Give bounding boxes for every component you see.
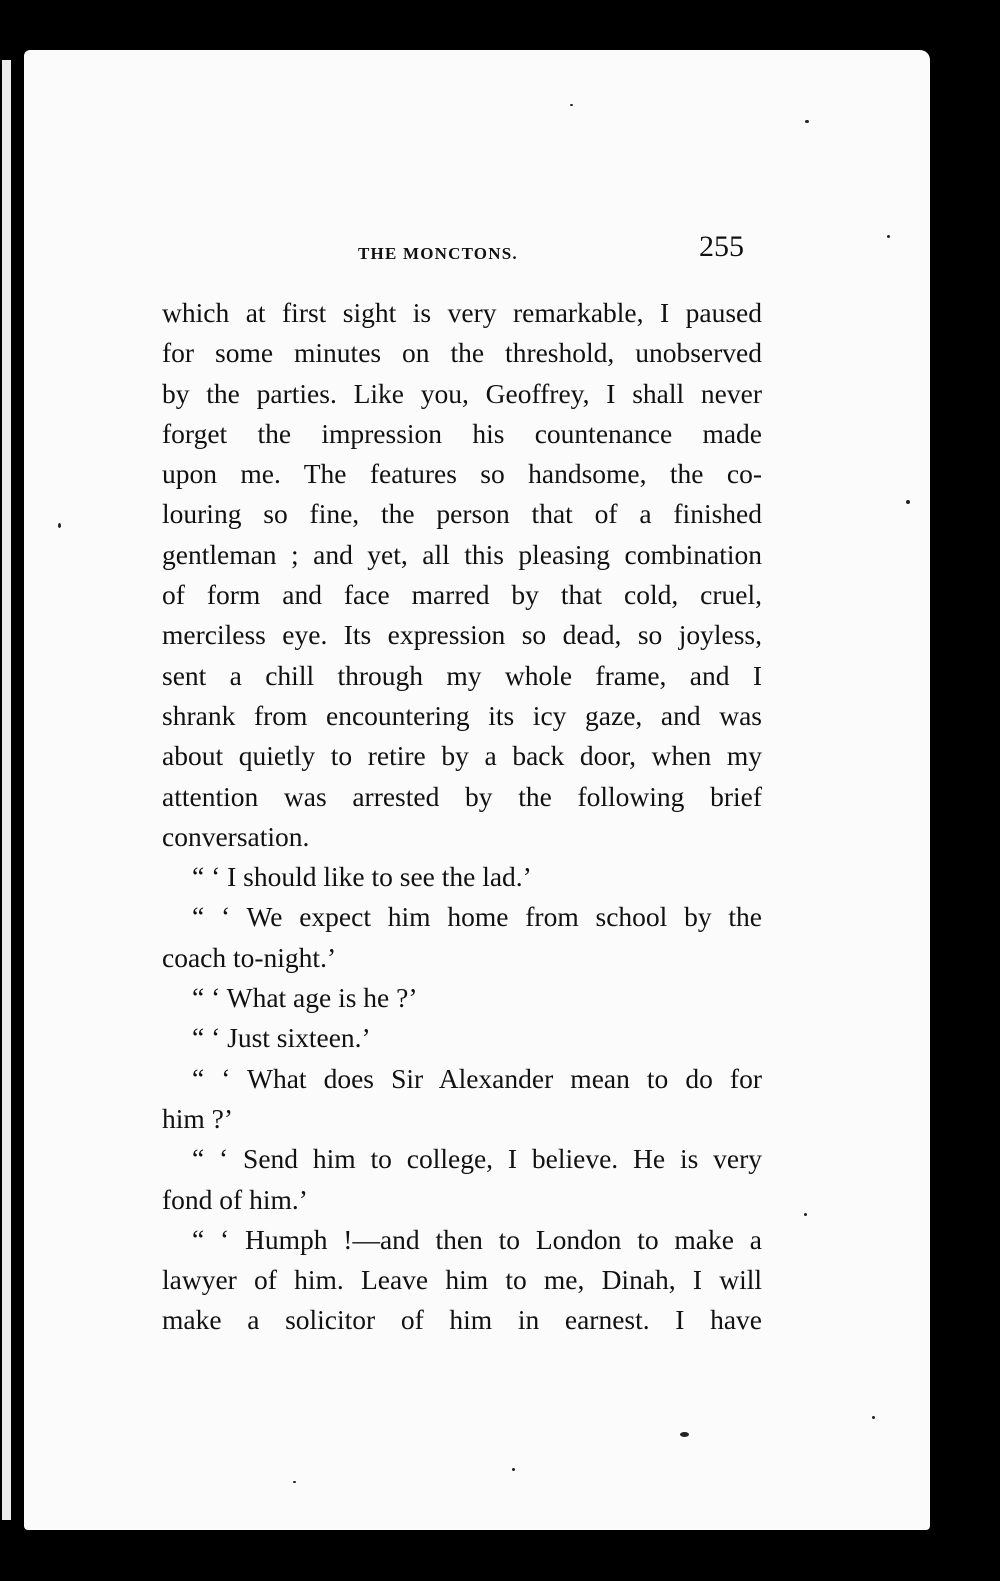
scan-speck bbox=[805, 120, 809, 123]
scan-speck bbox=[906, 500, 910, 504]
text-line: conversation. bbox=[162, 820, 310, 852]
text-line: make a solicitor of him in earnest. I have bbox=[162, 1304, 762, 1336]
text-line: lawyer of him. Leave him to me, Dinah, I will bbox=[162, 1264, 762, 1296]
text-line: fond of him.’ bbox=[162, 1183, 308, 1215]
text-line: attention was arrested by the following brief bbox=[162, 780, 762, 812]
scan-speck bbox=[570, 104, 573, 106]
page-number: 255 bbox=[699, 230, 744, 263]
scan-speck bbox=[512, 1468, 515, 1471]
text-line: about quietly to retire by a back door, when my bbox=[162, 740, 762, 772]
text-line: which at first sight is very remarkable, I paused bbox=[162, 297, 762, 328]
text-line: “ ‘ Humph !—and then to London to make a bbox=[192, 1223, 762, 1255]
text-line: gentleman ; and yet, all this pleasing combination bbox=[162, 538, 762, 570]
scan-speck bbox=[680, 1432, 689, 1437]
text-line: “ ‘ We expect him home from school by the bbox=[192, 901, 762, 933]
text-line: shrank from encountering its icy gaze, and was bbox=[162, 699, 762, 731]
text-line: by the parties. Like you, Geoffrey, I shall never bbox=[162, 377, 762, 409]
page-header bbox=[150, 228, 750, 278]
text-line: for some minutes on the threshold, unobserved bbox=[162, 337, 762, 369]
text-line: “ ‘ What does Sir Alexander mean to do for bbox=[192, 1062, 762, 1094]
text-line: sent a chill through my whole frame, and I bbox=[162, 659, 762, 691]
scan-speck bbox=[293, 1481, 296, 1483]
running-title: THE MONCTONS. bbox=[358, 244, 518, 263]
text-line: “ ‘ Send him to college, I believe. He is very bbox=[192, 1143, 762, 1175]
text-line: “ ‘ I should like to see the lad.’ bbox=[192, 861, 532, 893]
body-text bbox=[162, 293, 762, 1341]
text-line: forget the impression his countenance made bbox=[162, 417, 762, 449]
text-line: louring so fine, the person that of a finished bbox=[162, 498, 762, 530]
text-line: of form and face marred by that cold, cruel, bbox=[162, 579, 762, 611]
scan-speck bbox=[887, 235, 890, 238]
scan-speck bbox=[58, 523, 61, 528]
text-line: “ ‘ Just sixteen.’ bbox=[192, 1022, 371, 1054]
scan-speck bbox=[804, 1213, 807, 1216]
scan-speck bbox=[872, 1416, 875, 1419]
text-line: merciless eye. Its expression so dead, so joyless, bbox=[162, 619, 762, 651]
text-line: “ ‘ What age is he ?’ bbox=[192, 982, 418, 1014]
text-line: coach to-night.’ bbox=[162, 941, 337, 973]
text-line: him ?’ bbox=[162, 1102, 234, 1134]
text-line: upon me. The features so handsome, the co- bbox=[162, 458, 762, 490]
page-edge-strip bbox=[2, 60, 11, 1520]
